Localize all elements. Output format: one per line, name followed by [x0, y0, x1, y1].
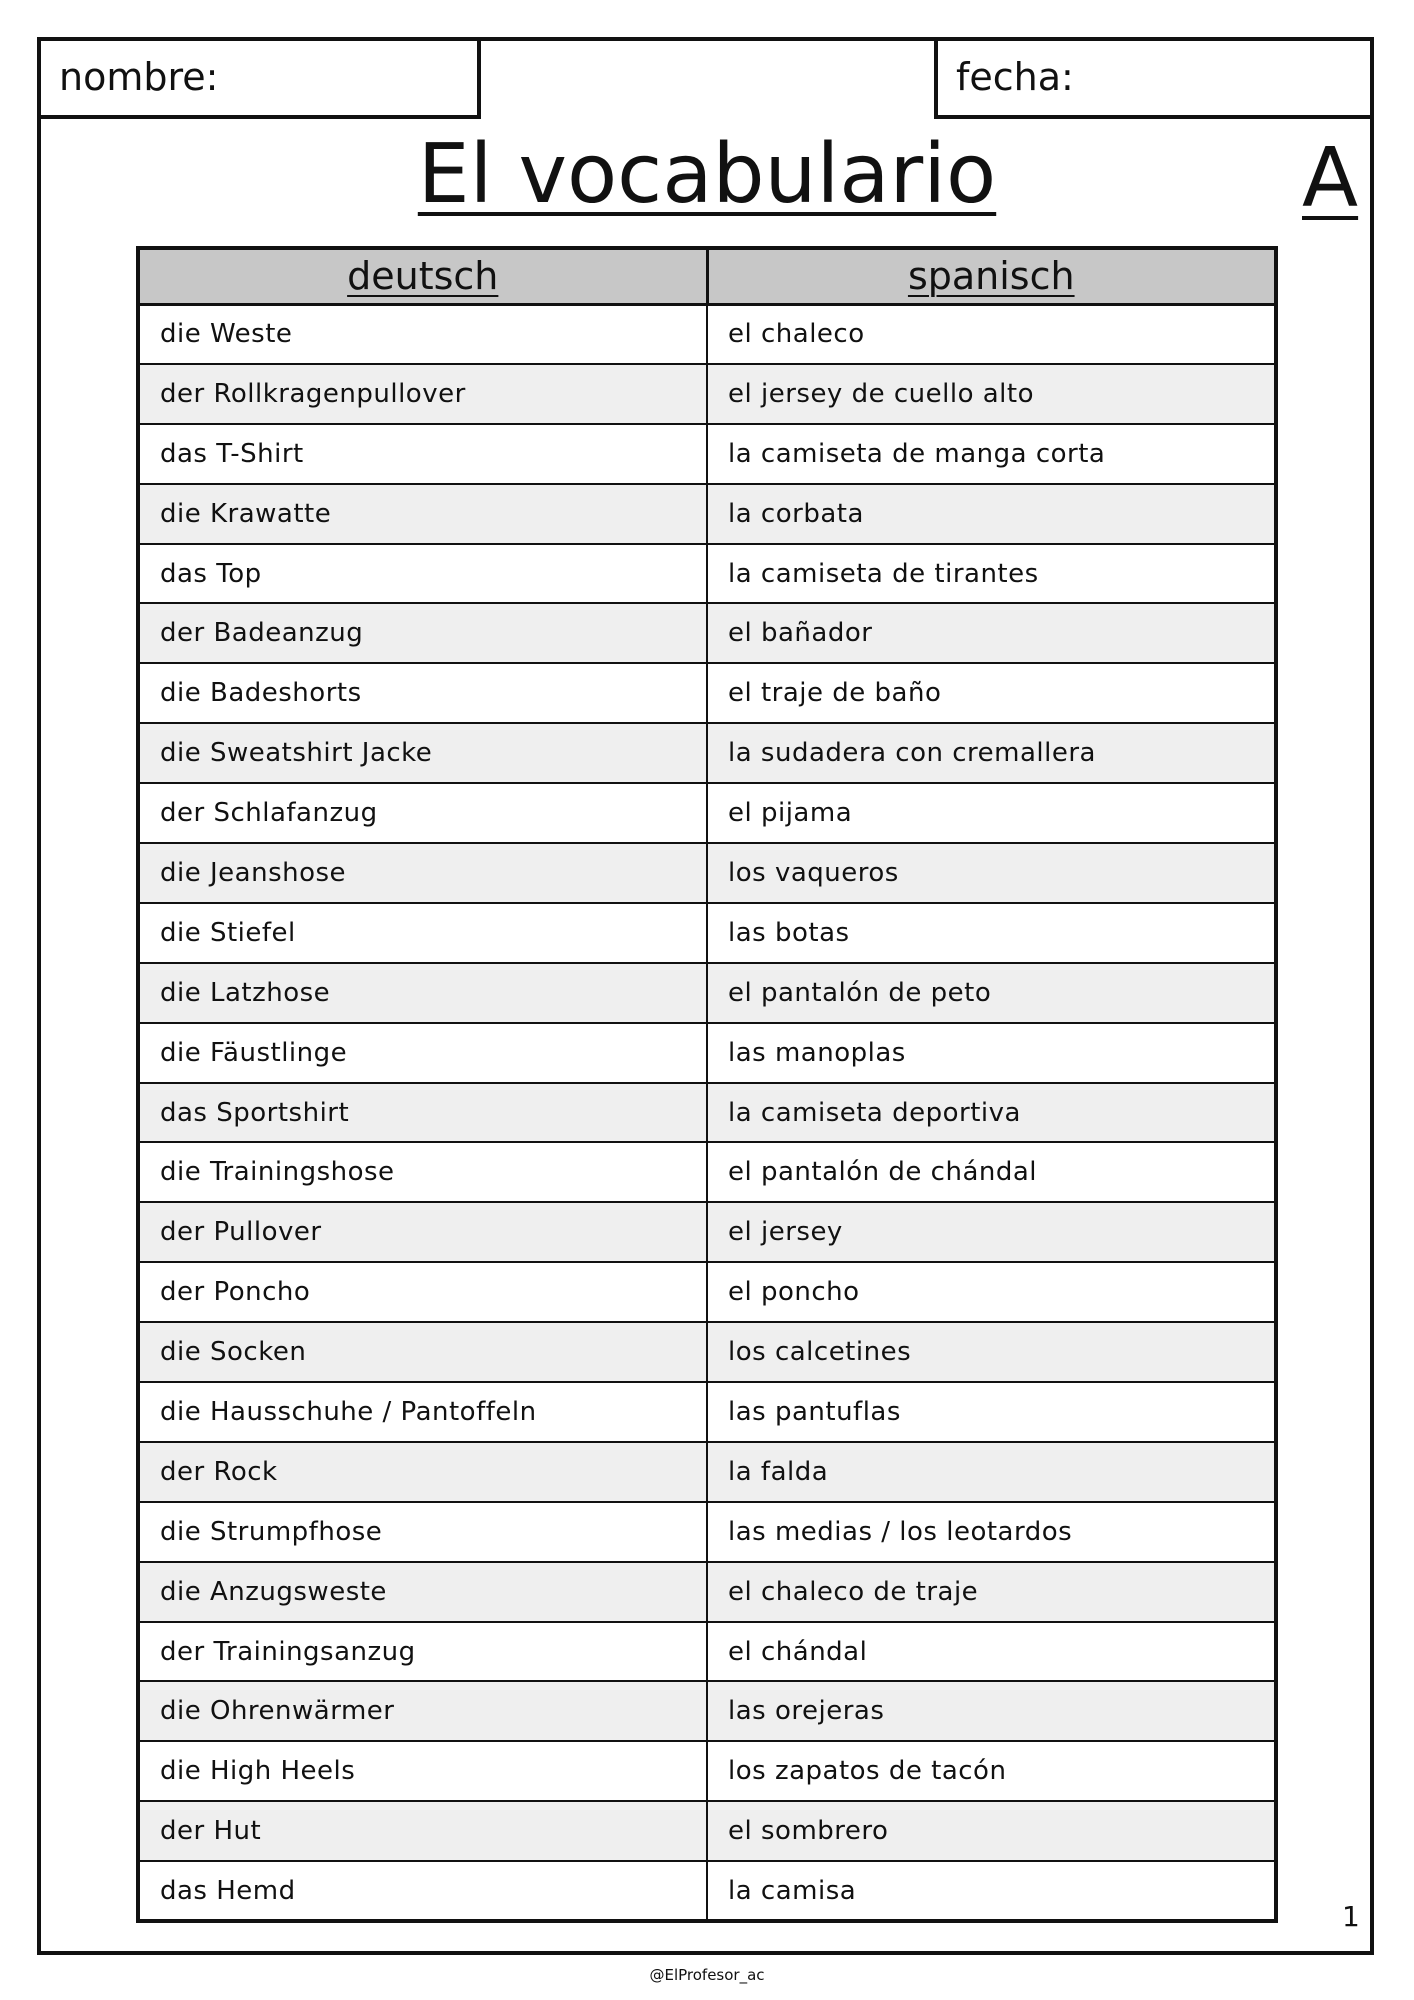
page-title: El vocabulario: [417, 127, 997, 222]
cell-spanisch: el chándal: [707, 1622, 1276, 1682]
table-row: [138, 1202, 1276, 1262]
cell-deutsch: die Ohrenwärmer: [138, 1681, 707, 1741]
column-header-deutsch: deutsch: [138, 248, 707, 304]
table-row: [138, 304, 1276, 364]
cell-deutsch: das Top: [138, 544, 707, 604]
cell-deutsch: die Sweatshirt Jacke: [138, 723, 707, 783]
table-row: [138, 1142, 1276, 1202]
table-row: [138, 1382, 1276, 1442]
table-row: [138, 1741, 1276, 1801]
cell-spanisch: la corbata: [707, 484, 1276, 544]
table-row: [138, 1023, 1276, 1083]
cell-deutsch: die Badeshorts: [138, 663, 707, 723]
table-row: [138, 783, 1276, 843]
cell-spanisch: las medias / los leotardos: [707, 1502, 1276, 1562]
cell-deutsch: die Stiefel: [138, 903, 707, 963]
cell-spanisch: el sombrero: [707, 1801, 1276, 1861]
table-row: [138, 843, 1276, 903]
cell-deutsch: die Anzugsweste: [138, 1562, 707, 1622]
cell-spanisch: el traje de baño: [707, 663, 1276, 723]
cell-spanisch: las botas: [707, 903, 1276, 963]
table-row: [138, 963, 1276, 1023]
cell-deutsch: der Pullover: [138, 1202, 707, 1262]
cell-spanisch: los zapatos de tacón: [707, 1741, 1276, 1801]
cell-deutsch: die Weste: [138, 304, 707, 364]
cell-spanisch: la camisa: [707, 1861, 1276, 1921]
table-row: [138, 663, 1276, 723]
table-row: [138, 484, 1276, 544]
table-row: [138, 1801, 1276, 1861]
table-row: [138, 364, 1276, 424]
cell-spanisch: la camiseta de manga corta: [707, 424, 1276, 484]
cell-deutsch: der Hut: [138, 1801, 707, 1861]
table-row: [138, 1622, 1276, 1682]
table-row: [138, 1083, 1276, 1143]
table-row: [138, 1681, 1276, 1741]
cell-deutsch: der Schlafanzug: [138, 783, 707, 843]
cell-deutsch: der Poncho: [138, 1262, 707, 1322]
version-letter: A: [1302, 131, 1359, 226]
vocabulary-table: [136, 246, 1278, 1923]
cell-spanisch: las pantuflas: [707, 1382, 1276, 1442]
cell-spanisch: las manoplas: [707, 1023, 1276, 1083]
cell-deutsch: die High Heels: [138, 1741, 707, 1801]
footer-credit: @ElProfesor_ac: [649, 1966, 765, 1984]
name-field[interactable]: [37, 37, 481, 119]
cell-spanisch: el pijama: [707, 783, 1276, 843]
cell-spanisch: la falda: [707, 1442, 1276, 1502]
cell-spanisch: el jersey: [707, 1202, 1276, 1262]
cell-deutsch: der Trainingsanzug: [138, 1622, 707, 1682]
table-row: [138, 1502, 1276, 1562]
cell-spanisch: la camiseta deportiva: [707, 1083, 1276, 1143]
cell-deutsch: die Strumpfhose: [138, 1502, 707, 1562]
cell-deutsch: das Hemd: [138, 1861, 707, 1921]
name-label: nombre:: [59, 55, 219, 99]
table-row: [138, 1861, 1276, 1921]
table-row: [138, 1322, 1276, 1382]
column-header-spanisch: spanisch: [707, 248, 1276, 304]
table-row: [138, 544, 1276, 604]
cell-spanisch: el poncho: [707, 1262, 1276, 1322]
table-row: [138, 603, 1276, 663]
page-number: 1: [1342, 1900, 1360, 1933]
table-header-row: [138, 248, 1276, 304]
cell-spanisch: el pantalón de chándal: [707, 1142, 1276, 1202]
cell-deutsch: das T-Shirt: [138, 424, 707, 484]
cell-spanisch: el bañador: [707, 603, 1276, 663]
cell-deutsch: die Hausschuhe / Pantoffeln: [138, 1382, 707, 1442]
date-label: fecha:: [956, 55, 1074, 99]
cell-spanisch: el pantalón de peto: [707, 963, 1276, 1023]
vocabulary-rows: [138, 304, 1276, 1921]
cell-spanisch: el chaleco de traje: [707, 1562, 1276, 1622]
cell-deutsch: der Badeanzug: [138, 603, 707, 663]
cell-spanisch: los vaqueros: [707, 843, 1276, 903]
table-row: [138, 723, 1276, 783]
cell-deutsch: der Rock: [138, 1442, 707, 1502]
cell-deutsch: der Rollkragenpullover: [138, 364, 707, 424]
cell-deutsch: die Krawatte: [138, 484, 707, 544]
cell-spanisch: las orejeras: [707, 1681, 1276, 1741]
cell-deutsch: die Jeanshose: [138, 843, 707, 903]
cell-deutsch: das Sportshirt: [138, 1083, 707, 1143]
cell-deutsch: die Fäustlinge: [138, 1023, 707, 1083]
table-row: [138, 903, 1276, 963]
cell-spanisch: los calcetines: [707, 1322, 1276, 1382]
table-row: [138, 1562, 1276, 1622]
cell-spanisch: el chaleco: [707, 304, 1276, 364]
table-row: [138, 424, 1276, 484]
cell-spanisch: el jersey de cuello alto: [707, 364, 1276, 424]
table-row: [138, 1442, 1276, 1502]
date-field[interactable]: [934, 37, 1374, 119]
cell-deutsch: die Trainingshose: [138, 1142, 707, 1202]
cell-deutsch: die Latzhose: [138, 963, 707, 1023]
cell-deutsch: die Socken: [138, 1322, 707, 1382]
table-row: [138, 1262, 1276, 1322]
cell-spanisch: la camiseta de tirantes: [707, 544, 1276, 604]
cell-spanisch: la sudadera con cremallera: [707, 723, 1276, 783]
